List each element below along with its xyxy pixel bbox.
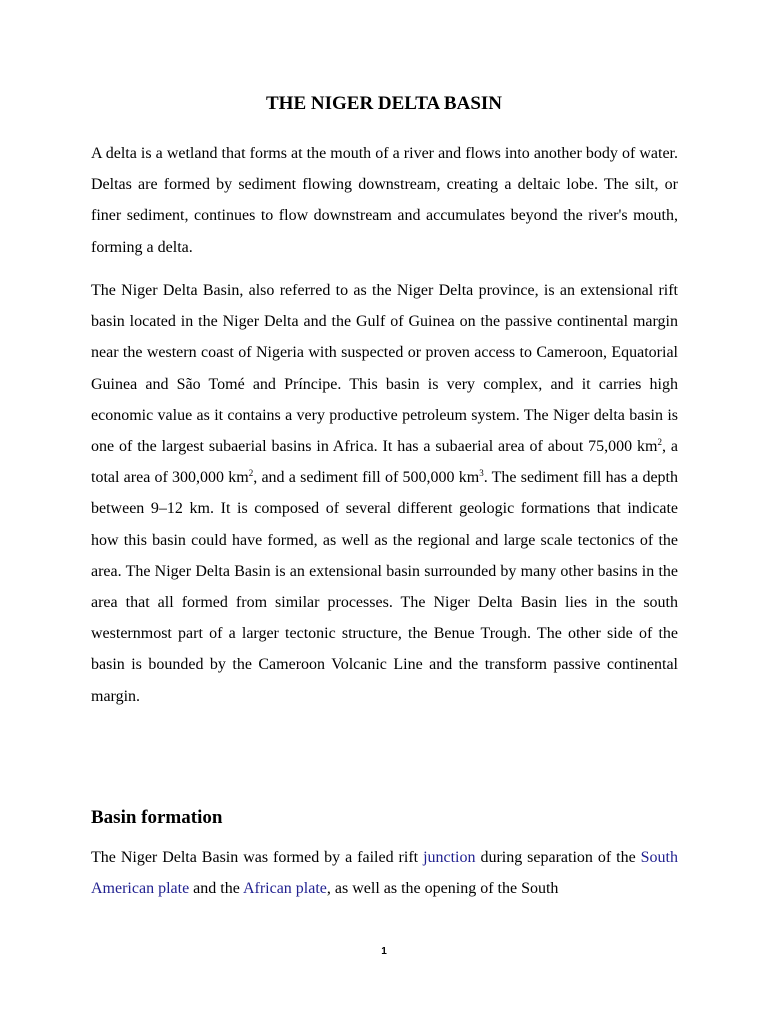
paragraph-text: The Niger Delta Basin, also referred to as the Niger Delta province, is an extensional rift basin located in the Niger Delta and the Gulf of Guinea on the passive continental margin near the western coast of Nigeria with suspected or proven access to Cameroon, Equatorial Guinea and São Tomé and Príncipe. This basin is very complex, and it carries high economic value as it contains a very productive petroleum system. The Niger delta basin is one of the largest subaerial basins in Africa. It has a subaerial area of about 75,000 km: [91, 282, 678, 456]
paragraph-text: . The sediment fill has a depth between 9–12 km. It is composed of several different geologic formations that indicate how this basin could have formed, as well as the regional and large scale tectonics of the area. The Niger Delta Basin is an extensional basin surrounded by many other basins in the area that all formed from similar processes. The Niger Delta Basin lies in the south westernmost part of a larger tectonic structure, the Benue Trough. The other side of the basin is bounded by the Cameroon Volcanic Line and the transform passive continental margin.: [91, 469, 679, 705]
basin-description-paragraph: [91, 275, 678, 712]
paragraph-text: The Niger Delta Basin was formed by a failed rift: [91, 849, 424, 866]
superscript: 2: [248, 468, 254, 479]
section-heading-basin-formation: Basin formation: [91, 807, 223, 828]
paragraph-text: , and a sediment fill of 500,000 km: [253, 469, 480, 487]
paragraph-text: and the: [189, 880, 243, 898]
intro-paragraph: A delta is a wetland that forms at the mouth of a river and flows into another body of water. Deltas are formed by sediment flowing downstream, creating a deltaic lobe. The silt, or finer sediment, continues to flow downstream and accumulates beyond the river's mouth, forming a delta.: [91, 145, 678, 256]
paragraph-text: , as well as the opening of the South: [326, 880, 559, 898]
paragraph-text: , a total area of 300,000 km: [91, 438, 678, 487]
link-african-plate[interactable]: African plate: [242, 880, 327, 898]
link-junction[interactable]: junction: [423, 849, 476, 866]
superscript: 3: [479, 468, 484, 479]
page-number: 1: [381, 946, 387, 957]
paragraph-text: during separation of the: [475, 849, 641, 866]
superscript: 2: [657, 437, 663, 448]
document-title: THE NIGER DELTA BASIN: [266, 93, 502, 114]
basin-formation-paragraph: [91, 842, 678, 904]
link-south-american-plate[interactable]: South American plate: [91, 849, 678, 898]
